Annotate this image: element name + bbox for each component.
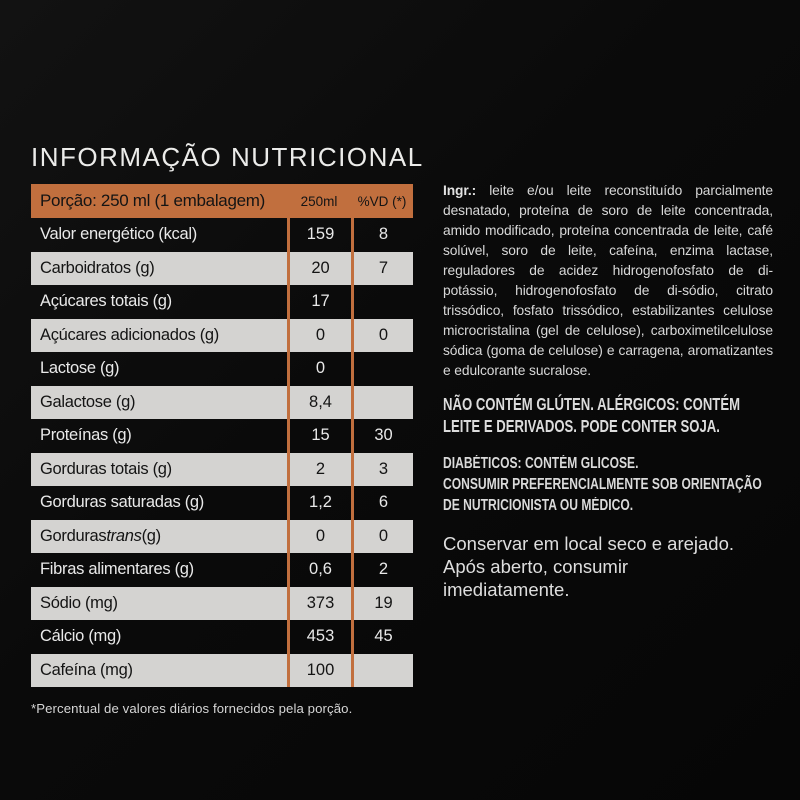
nutrient-daily-value: 8	[351, 218, 413, 252]
nutrient-amount: 20	[287, 252, 351, 286]
storage-line: Após aberto, consumir	[443, 556, 629, 577]
nutrient-label: Gorduras totais (g)	[40, 459, 172, 478]
allergen-line: NÃO CONTÉM GLÚTEN. ALÉRGICOS: CONTÉM	[443, 394, 741, 414]
diabetics-notice	[443, 453, 773, 516]
nutrient-label: Proteínas (g)	[40, 426, 132, 445]
nutrient-daily-value: 19	[351, 587, 413, 621]
daily-value-footnote: *Percentual de valores diários fornecidos pela porção.	[31, 701, 353, 716]
table-row	[31, 654, 413, 688]
nutrient-amount: 159	[287, 218, 351, 252]
nutrient-amount: 17	[287, 285, 351, 319]
diabetics-line: CONSUMIR PREFERENCIALMENTE SOB ORIENTAÇÃO	[443, 476, 762, 493]
table-row	[31, 453, 413, 487]
amount-column-header: 250ml	[300, 193, 338, 209]
nutrient-daily-value: 45	[351, 620, 413, 654]
nutrient-daily-value	[351, 352, 413, 386]
table-row	[31, 386, 413, 420]
nutrient-label: Gorduras saturadas (g)	[40, 493, 204, 512]
nutrient-daily-value: 3	[351, 453, 413, 487]
nutrient-label: Valor energético (kcal)	[40, 225, 197, 244]
nutrient-label: Cafeína (mg)	[40, 660, 133, 679]
nutrient-amount: 15	[287, 419, 351, 453]
nutrition-rows	[31, 218, 413, 687]
table-row	[31, 620, 413, 654]
table-row	[31, 285, 413, 319]
allergen-statement	[443, 393, 773, 437]
nutrient-label: Sódio (mg)	[40, 593, 118, 612]
storage-line: Conservar em local seco e arejado.	[443, 533, 735, 554]
nutrient-label: Galactose (g)	[40, 392, 136, 411]
ingredients-paragraph	[443, 181, 773, 381]
table-row	[31, 319, 413, 353]
nutrient-amount: 0,6	[287, 553, 351, 587]
nutrition-table	[31, 184, 413, 687]
nutrient-amount: 100	[287, 654, 351, 688]
storage-line: imediatamente.	[443, 579, 570, 600]
table-row	[31, 218, 413, 252]
nutrient-label: Gorduras trans (g)	[40, 526, 161, 545]
nutrient-daily-value	[351, 654, 413, 688]
diabetics-line: DIABÉTICOS: CONTÉM GLICOSE.	[443, 455, 639, 472]
nutrient-amount: 453	[287, 620, 351, 654]
table-row	[31, 252, 413, 286]
allergen-line: LEITE E DERIVADOS. PODE CONTER SOJA.	[443, 416, 720, 436]
ingredients-text: leite e/ou leite reconstituído parcialmente desnatado, proteína de soro de leite concentrada, amido modificado, proteína concentrada de leite, café solúvel, soro de leite, cafeína, enzima lactase, reguladores de acidez hidrogenofosfato de di-potássio, hidrogenofosfato de di-sódio, citrato trissódico, fosfato trissódico, estabilizantes celulose microcristalina (gel de celulose), carboximetilcelulose sódica (goma de celulose) e carragena, aromatizantes e edulcorante sucralose.	[443, 183, 773, 378]
product-info-column	[443, 181, 773, 601]
nutrient-amount: 0	[287, 352, 351, 386]
table-header-row	[31, 184, 413, 218]
diabetics-line: DE NUTRICIONISTA OU MÉDICO.	[443, 497, 634, 514]
nutrient-label: Açúcares totais (g)	[40, 292, 172, 311]
nutrient-daily-value: 0	[351, 319, 413, 353]
storage-instructions	[443, 532, 773, 601]
table-row	[31, 352, 413, 386]
nutrient-label: Fibras alimentares (g)	[40, 560, 194, 579]
table-row	[31, 553, 413, 587]
table-row	[31, 419, 413, 453]
nutrient-label: Carboidratos (g)	[40, 258, 155, 277]
table-row	[31, 486, 413, 520]
nutrient-amount: 373	[287, 587, 351, 621]
nutrient-daily-value	[351, 386, 413, 420]
nutrient-label: Cálcio (mg)	[40, 627, 122, 646]
nutrient-amount: 1,2	[287, 486, 351, 520]
nutrient-daily-value: 2	[351, 553, 413, 587]
nutrient-label: Lactose (g)	[40, 359, 120, 378]
nutrient-amount: 8,4	[287, 386, 351, 420]
nutrition-table-title: INFORMAÇÃO NUTRICIONAL	[31, 142, 424, 172]
nutrient-label: Açúcares adicionados (g)	[40, 325, 219, 344]
table-row	[31, 587, 413, 621]
nutrient-daily-value: 0	[351, 520, 413, 554]
nutrient-daily-value: 7	[351, 252, 413, 286]
nutrient-daily-value: 30	[351, 419, 413, 453]
nutrient-daily-value	[351, 285, 413, 319]
ingredients-label: Ingr.:	[443, 183, 477, 198]
daily-value-column-header: %VD (*)	[357, 193, 407, 209]
portion-label: Porção: 250 ml (1 embalagem)	[40, 191, 265, 210]
nutrient-amount: 0	[287, 319, 351, 353]
nutrient-amount: 0	[287, 520, 351, 554]
nutrient-daily-value: 6	[351, 486, 413, 520]
table-row	[31, 520, 413, 554]
nutrient-amount: 2	[287, 453, 351, 487]
